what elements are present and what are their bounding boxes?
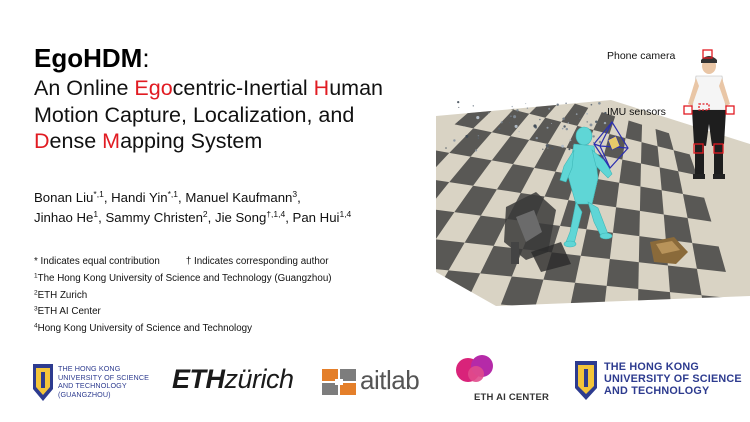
logo-text-line: (GUANGZHOU) <box>58 389 111 399</box>
subtitle-highlight: H <box>313 76 330 100</box>
author-list <box>34 188 434 228</box>
paper-subtitle <box>34 75 454 155</box>
hkust-logo-text <box>604 361 742 398</box>
hkust-logo <box>574 358 750 404</box>
eth-ai-blob-icon <box>454 354 498 384</box>
affiliation-item: $^1$The Hong Kong University of Science and Technology (Guangzhou) <box>34 272 332 284</box>
subtitle-text: apping System <box>120 129 263 153</box>
hkust-gz-logo <box>32 360 192 406</box>
hkust-crest-icon <box>574 360 598 402</box>
affiliation-item: $^3$ETH AI Center <box>34 305 101 318</box>
logo-text-line: UNIVERSITY OF SCIENCE <box>58 372 150 382</box>
logo-text-line: THE HONG KONG <box>58 364 121 373</box>
paper-title: EgoHDM: <box>34 43 150 73</box>
subtitle-highlight: M <box>102 129 121 153</box>
affiliation-item: $^4$Hong Kong University of Science and Technology <box>34 322 253 335</box>
subtitle-highlight: D <box>34 129 50 153</box>
author: Bonan Liu$^{*,1}$, <box>34 189 112 205</box>
hkust-gz-logo-text <box>58 365 149 399</box>
logo-text-line: AND TECHNOLOGY <box>604 385 710 398</box>
author: Jinhao He$^1$, <box>34 209 106 225</box>
title-block <box>34 44 454 155</box>
author: Sammy Christen$^2$, <box>105 209 215 225</box>
subtitle-text: Motion Capture, Localization, and <box>34 102 355 127</box>
affiliation-item: $^2$ETH Zurich <box>34 289 88 301</box>
logos-row <box>0 350 750 410</box>
subtitle-text: An Online <box>34 76 135 100</box>
subtitle-text: uman <box>329 76 383 100</box>
contribution-notes: * Indicates equal contribution † Indicates corresponding author <box>34 256 329 267</box>
author: Handi Yin$^{*,1}$, <box>111 189 186 205</box>
notes-block <box>34 254 434 338</box>
logo-text-line: UNIVERSITY OF SCIENCE <box>604 373 742 386</box>
author: Pan Hui$^{1,4}$ <box>292 209 352 225</box>
eth-zurich-logo: ETHzürich <box>172 364 294 394</box>
author: Jie Song$^{\dagger,1,4}$, <box>214 209 293 225</box>
eth-ai-center-logo: ETH AI CENTER <box>454 354 564 406</box>
logo-text-line: THE HONG KONG <box>604 361 699 373</box>
aitlab-logo: aitlab <box>322 366 440 400</box>
subtitle-text: ense <box>49 129 103 153</box>
hkust-gz-crest-icon <box>32 363 54 403</box>
aitlab-mark-icon <box>322 369 356 395</box>
subtitle-text: centric-Inertial <box>172 76 314 100</box>
logo-text-line: AND TECHNOLOGY <box>58 381 127 391</box>
person-figure <box>688 56 730 179</box>
subtitle-highlight: Ego <box>134 76 173 100</box>
affiliation-list <box>34 271 434 338</box>
phone-camera-label: Phone camera <box>607 50 676 62</box>
imu-sensors-label: IMU sensors <box>607 106 666 118</box>
sensor-figure <box>674 48 750 186</box>
author: Manuel Kaufmann$^3$, <box>185 189 301 205</box>
